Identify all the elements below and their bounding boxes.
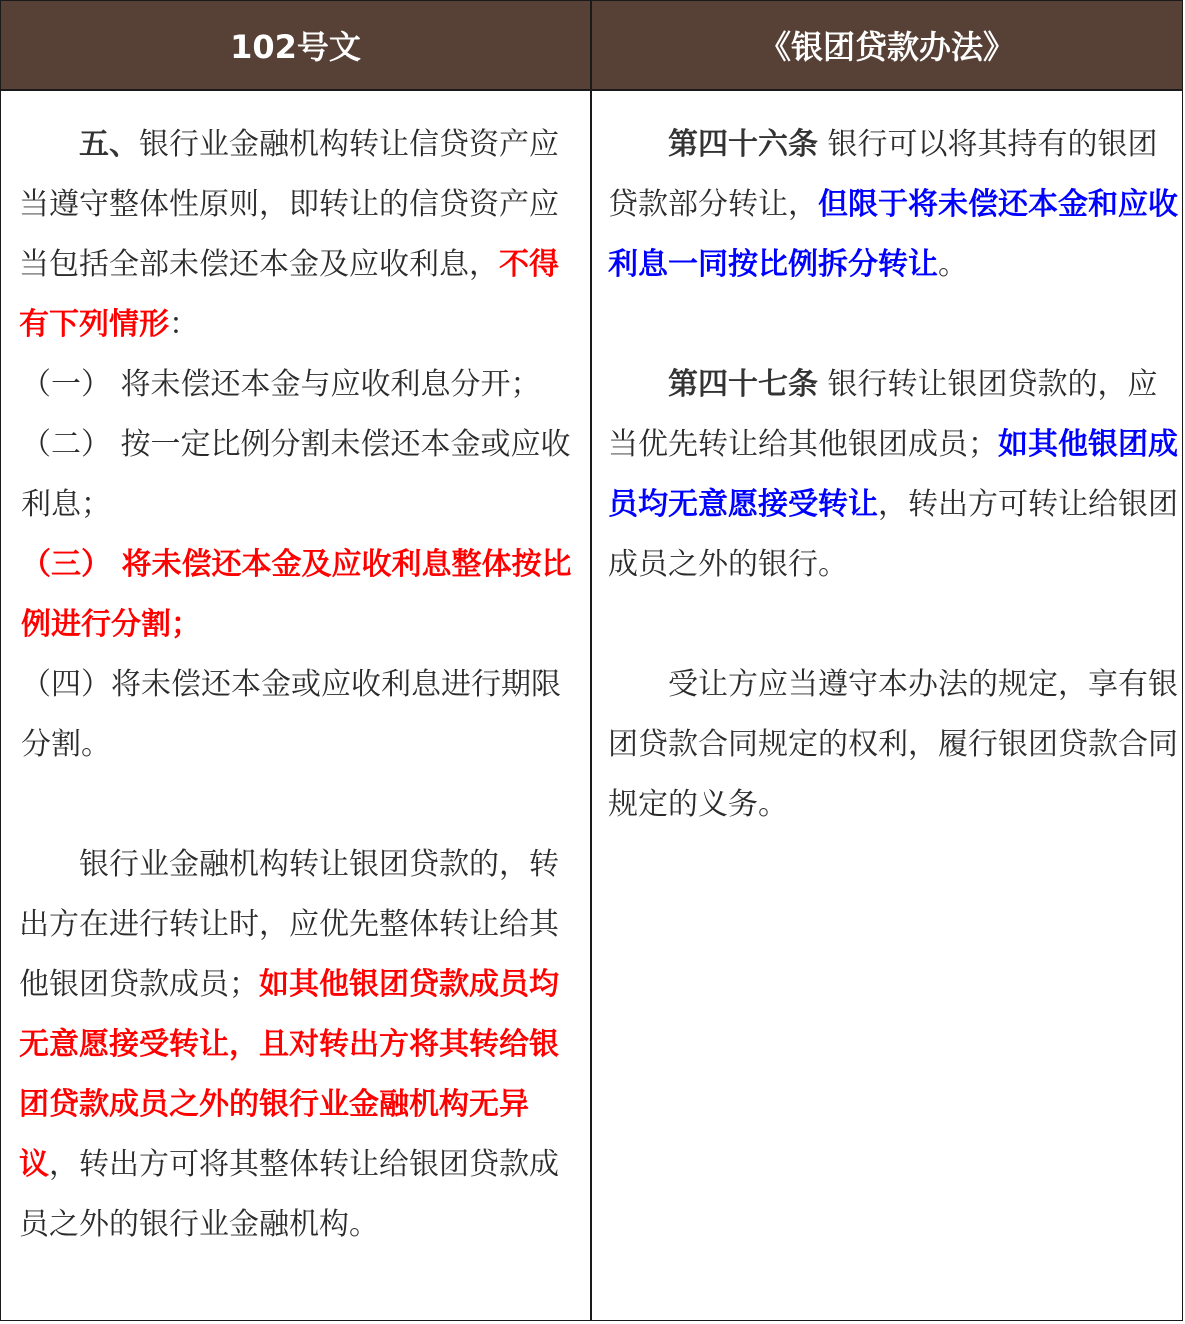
spacer: [608, 595, 1178, 655]
article-46-highlight: 但限于将未偿还本金和应收利息一同按比例拆分转让: [608, 187, 1178, 282]
article-47: [608, 355, 1178, 595]
list-item-2: （二） 按一定比例分割未偿还本金或应收利息；: [21, 427, 571, 522]
article-47-highlight: 如其他银团成员均无意愿接受转让: [608, 427, 1178, 522]
article-46-text: 银行可以将其持有的银团贷款部分转让，: [608, 127, 1158, 222]
right-column: [592, 91, 1182, 1320]
section-number: 五、: [79, 127, 139, 162]
table-header: [1, 1, 1182, 91]
p1-tail: ：: [169, 307, 199, 342]
article-47-title: 第四十七条: [668, 367, 818, 402]
article-47-text: 银行转让银团贷款的，应当优先转让给其他银团成员；: [608, 367, 1158, 462]
list-item-3: （三） 将未偿还本金及应收利息整体按比例进行分割；: [21, 547, 572, 642]
header-left: 102号文: [1, 1, 592, 89]
p2-tail: ，转出方可将其整体转让给银团贷款成员之外的银行业金融机构。: [19, 1147, 559, 1242]
article-47-tail: ，转出方可转让给银团成员之外的银行。: [608, 487, 1178, 582]
article-46-tail: 。: [938, 247, 968, 282]
left-column: [1, 91, 592, 1320]
left-paragraph-1: [19, 115, 584, 355]
left-paragraph-2: [19, 835, 584, 1255]
right-paragraph-3: 受让方应当遵守本办法的规定，享有银团贷款合同规定的权利，履行银团贷款合同规定的义务。: [608, 667, 1178, 822]
spacer: [19, 775, 584, 835]
p2-highlight: 如其他银团贷款成员均无意愿接受转让，且对转出方将其转给银团贷款成员之外的银行业金融机构无异议: [19, 967, 559, 1182]
list-item-4: （四）将未偿还本金或应收利息进行期限分割。: [21, 667, 561, 762]
p1-highlight: 不得有下列情形: [19, 247, 559, 342]
table-body: [1, 91, 1182, 1320]
header-right: 《银团贷款办法》: [758, 28, 1015, 66]
p1-text: 银行业金融机构转让信贷资产应当遵守整体性原则，即转让的信贷资产应当包括全部未偿还本金及应收利息，: [19, 127, 559, 282]
article-46-title: 第四十六条: [668, 127, 818, 162]
p2-text: 银行业金融机构转让银团贷款的，转出方在进行转让时，应优先整体转让给其他银团贷款成员；: [19, 847, 559, 1002]
article-46: [608, 115, 1178, 295]
spacer: [608, 295, 1178, 355]
list-item-1: （一） 将未偿还本金与应收利息分开；: [21, 367, 541, 402]
